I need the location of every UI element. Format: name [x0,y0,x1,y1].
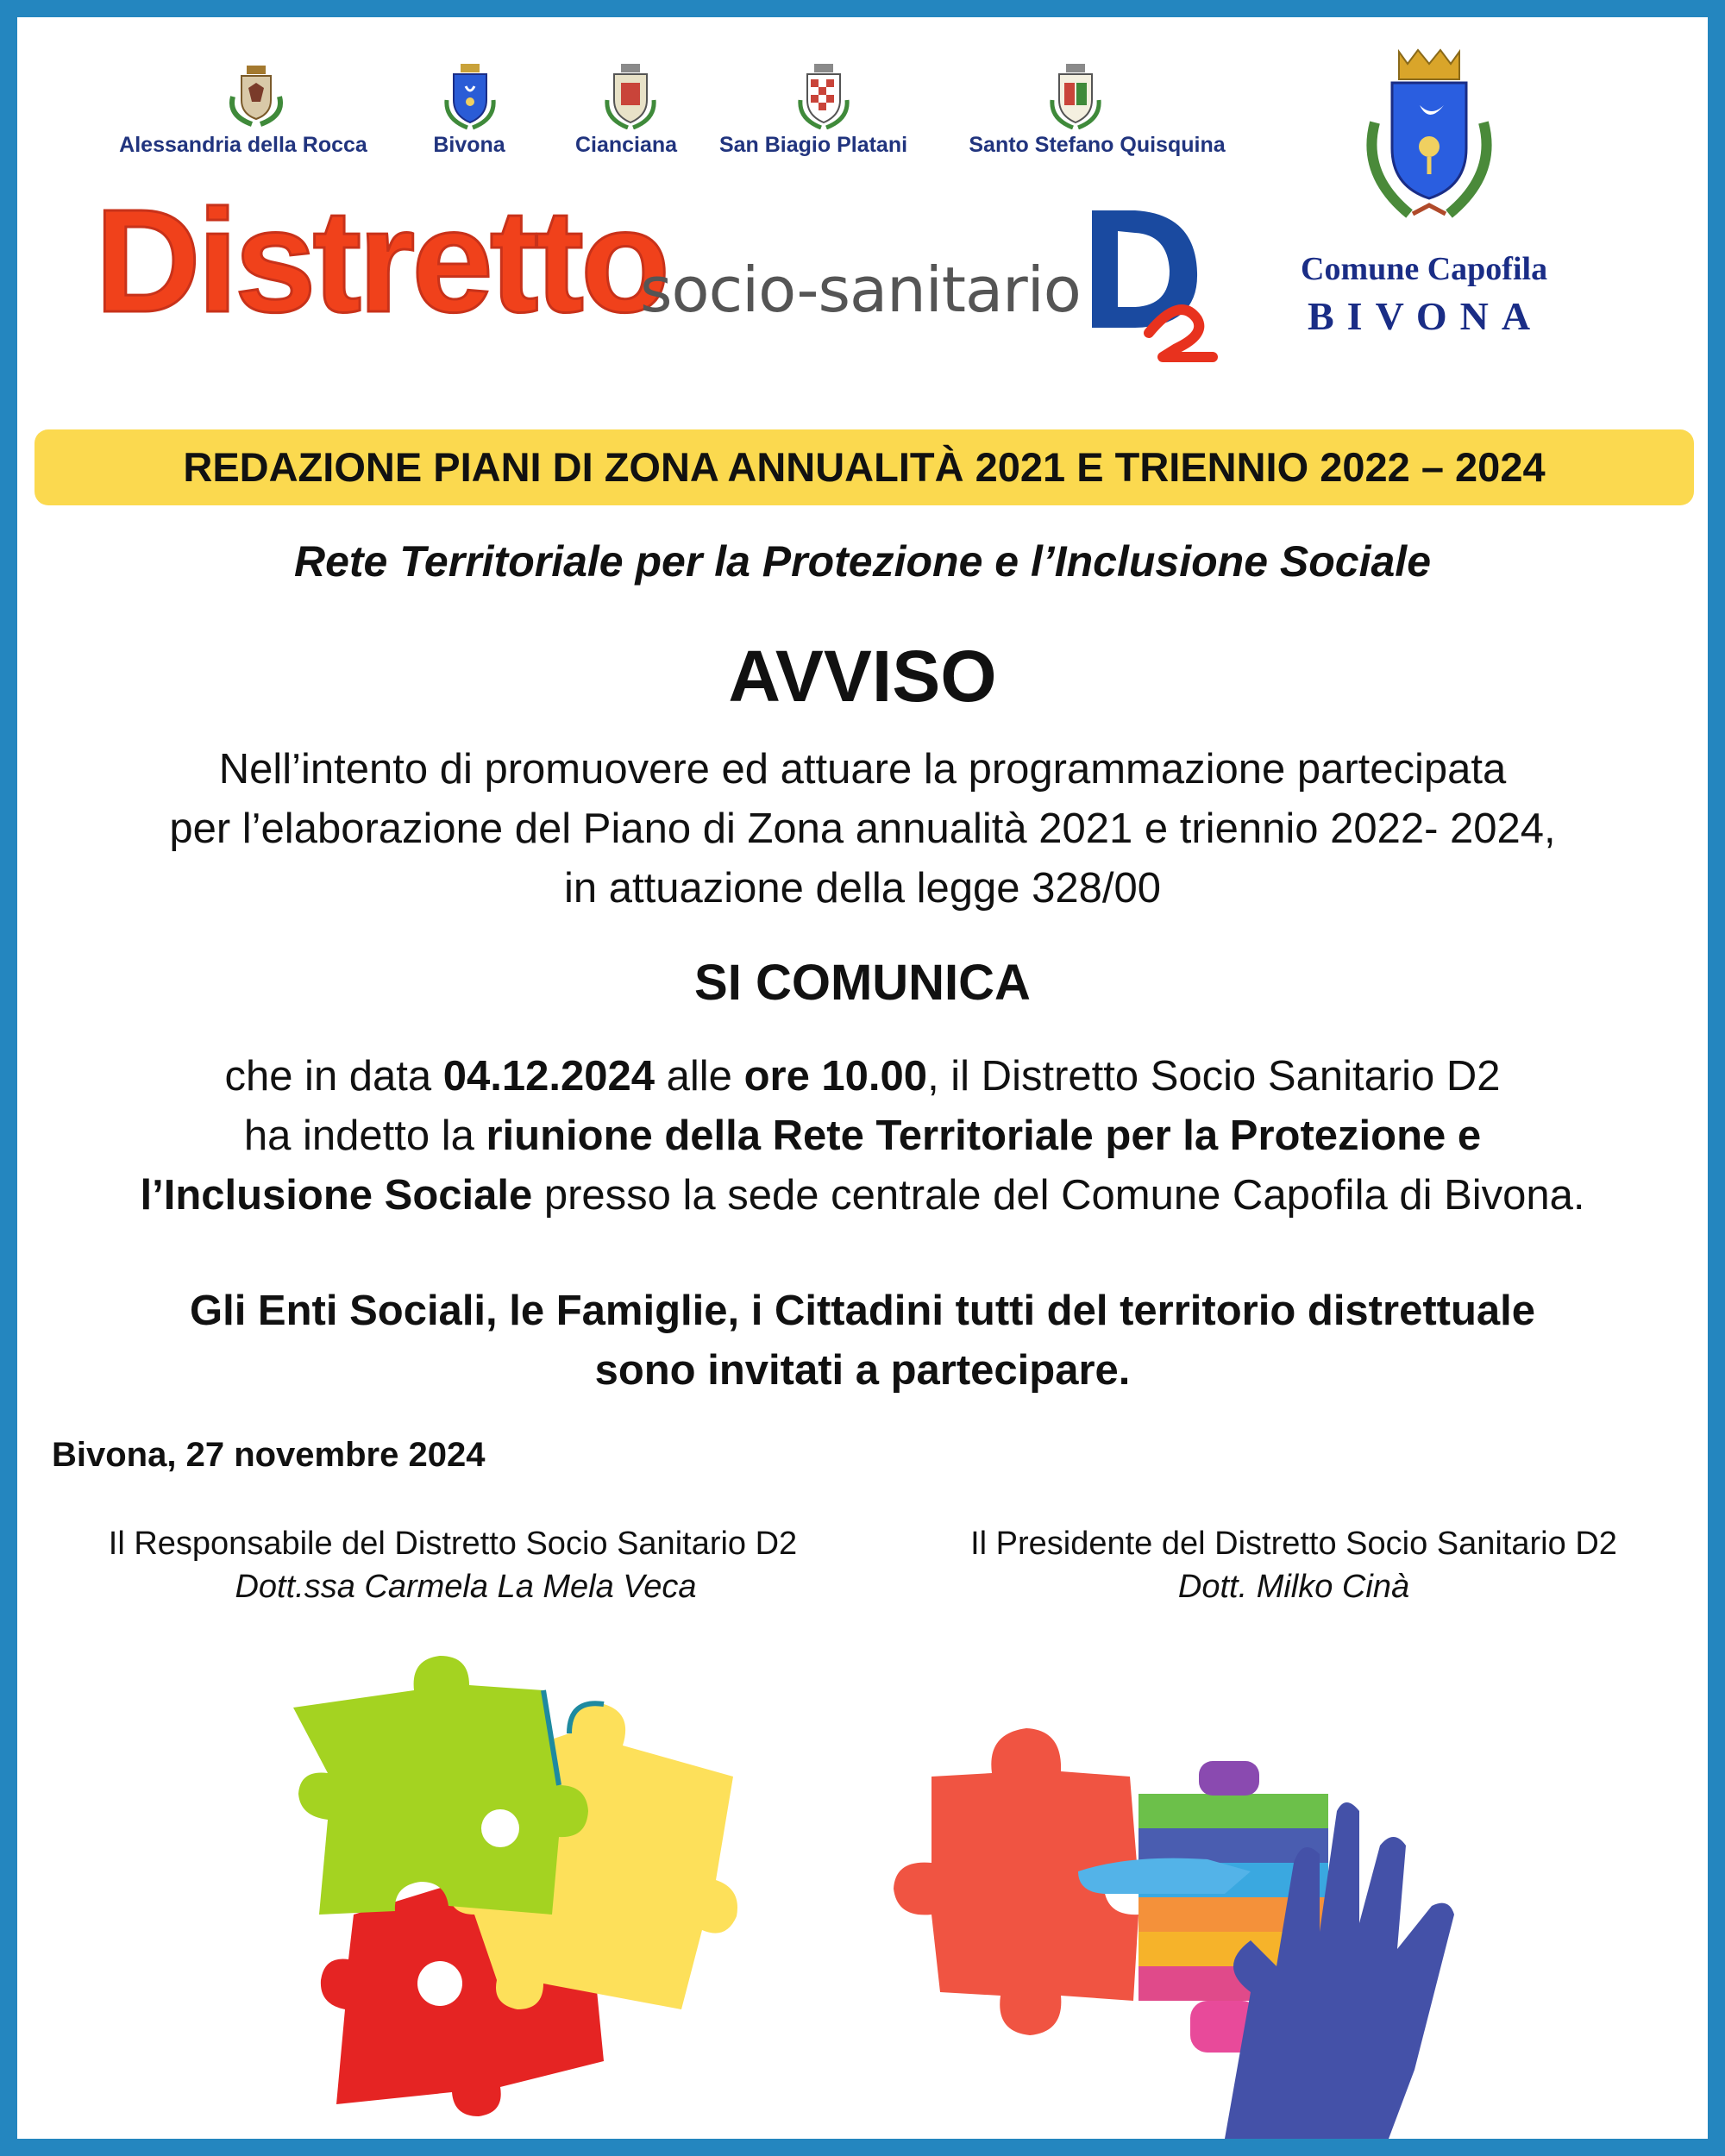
text-segment: alle [655,1053,744,1100]
meeting-time: ore 10.00 [743,1053,928,1100]
signature-role: Il Responsabile del Distretto Socio Sanitario D2 [108,1526,798,1562]
signature-presidente [906,1522,1682,1608]
signature-name: Dott.ssa Carmela La Mela Veca [235,1569,697,1605]
bivona-crest-small-icon [442,62,499,131]
meeting-date: 04.12.2024 [442,1053,656,1100]
text-segment: che in data [224,1053,443,1100]
banner-title: REDAZIONE PIANI DI ZONA ANNUALITÀ 2021 E TRIENNIO 2022 – 2024 [183,444,1546,490]
notice-heading: AVVISO [728,636,997,717]
announcement-line-1 [17,1047,1708,1106]
municipality-label-alessandria: Alessandria della Rocca [119,133,367,157]
signature-role: Il Presidente del Distretto Socio Sanitario D2 [970,1526,1617,1562]
invitation-line-1: Gli Enti Sociali, le Famiglie, i Cittadini tutti del territorio distrettuale [189,1288,1536,1334]
intro-line-2: per l’elaborazione del Piano di Zona annualità 2021 e triennio 2022- 2024, [169,805,1556,852]
brand-distretto-text: Distretto [95,179,667,343]
municipality-label-santo-stefano: Santo Stefano Quisquina [969,133,1226,157]
invitation-paragraph [17,1282,1708,1401]
municipality-label-cianciana: Cianciana [574,133,678,157]
meeting-title-a: riunione della Rete Territoriale per la Protezione e [486,1112,1482,1159]
puzzle-piece-green [293,1656,588,1915]
intro-line-1: Nell’intento di promuovere ed attuare la programmazione partecipata [218,746,1507,793]
puzzle-pieces-illustration [285,1656,768,2139]
invitation-line-2: sono invitati a partecipare. [594,1347,1131,1394]
bivona-coat-of-arms-icon [1358,45,1501,235]
title-banner [34,429,1694,505]
municipality-label-san-biagio: San Biagio Platani [718,133,908,157]
capofila-city: BIVONA [1308,294,1544,338]
d2-logo-mark-icon [1083,205,1230,364]
text-segment: ha indetto la [243,1112,486,1159]
place-date: Bivona, 27 novembre 2024 [52,1436,486,1474]
signature-name: Dott. Milko Cinà [1177,1569,1410,1605]
santo-stefano-crest-icon [1047,62,1104,129]
announcement-paragraph [17,1047,1708,1225]
capofila-label: Comune Capofila [1301,251,1548,287]
text-segment: presso la sede centrale del Comune Capofila di Bivona. [532,1172,1585,1219]
announcement-line-3 [17,1166,1708,1225]
announcement-line-2 [17,1106,1708,1166]
cianciana-crest-icon [602,62,659,129]
network-subtitle: Rete Territoriale per la Protezione e l’Inclusione Sociale [293,537,1432,586]
intro-line-3: in attuazione della legge 328/00 [563,865,1161,912]
inclusion-puzzle-hand-illustration [845,1708,1501,2139]
text-segment: , il Distretto Socio Sanitario D2 [927,1053,1501,1100]
si-comunica-heading: SI COMUNICA [694,955,1031,1011]
alessandria-crest-icon [226,62,286,128]
san-biagio-crest-icon [795,62,852,129]
municipality-label-bivona: Bivona [433,133,505,157]
meeting-title-b: l’Inclusione Sociale [140,1172,533,1219]
brand-socio-sanitario-text: socio-sanitario [640,254,1081,326]
signature-responsabile [52,1522,854,1608]
intro-paragraph [17,740,1708,918]
